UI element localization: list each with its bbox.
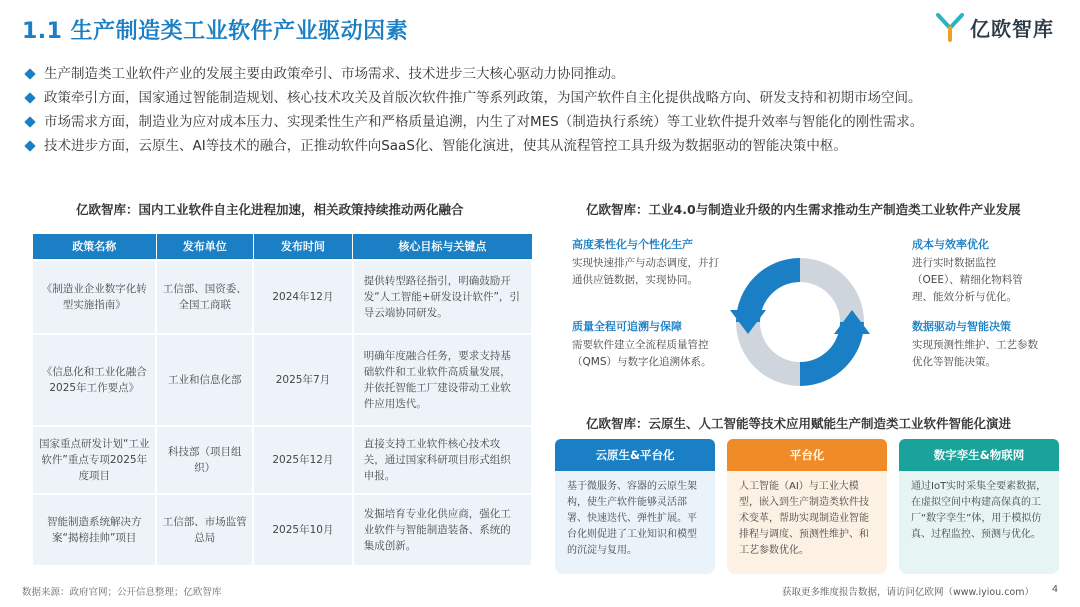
diamond-bullet-icon — [24, 92, 35, 103]
cycle-item-text: 实现快速排产与动态调度，并打通供应链数据，实现协同。 — [572, 257, 719, 286]
page-title: 1.1 生产制造类工业软件产业驱动因素 — [22, 19, 409, 44]
page-number: 4 — [1051, 584, 1058, 595]
cycle-item-head: 质量全程可追溯与保障 — [572, 320, 682, 333]
policy-name-cell: 智能制造系统解决方案“揭榜挂帅”项目 — [32, 494, 156, 566]
diamond-bullet-icon — [24, 140, 35, 151]
bullet-text: 生产制造类工业软件产业的发展主要由政策牵引、市场需求、技术进步三大核心驱动力协同推动。 — [44, 66, 625, 82]
bullet-text: 市场需求方面，制造业为应对成本压力、实现柔性生产和严格质量追溯，内生了对MES（制造执行系统）等工业软件提升效率与智能化的刚性需求。 — [44, 114, 924, 130]
date-cell: 2025年7月 — [253, 334, 353, 426]
cycle-item-head: 高度柔性化与个性化生产 — [572, 238, 693, 251]
column-header: 核心目标与关键点 — [353, 234, 532, 260]
card-body: 通过IoT实时采集全要素数据，在虚拟空间中构建高保真的工厂“数字孪生”体，用于模拟仿真、过程监控、预测与优化。 — [911, 481, 1047, 540]
cycle-item — [912, 236, 1042, 306]
tech-card — [899, 439, 1059, 574]
bullet-text: 政策牵引方面，国家通过智能制造规划、核心技术攻关及首版次软件推广等系列政策，为国产软件自主化提供战略方向、研发支持和初期市场空间。 — [44, 90, 922, 106]
logo-text: 亿欧智库 — [970, 16, 1054, 41]
policy-table — [31, 233, 533, 567]
tech-card — [555, 439, 715, 574]
cycle-item-head: 数据驱动与智能决策 — [912, 320, 1011, 333]
tech-section-title: 亿欧智库：云原生、人工智能等技术应用赋能生产制造类工业软件智能化演进 — [586, 416, 1012, 431]
issuer-cell: 工信部、市场监管总局 — [156, 494, 253, 566]
date-cell: 2024年12月 — [253, 260, 353, 334]
bullet-item — [22, 62, 1062, 86]
table-row — [32, 334, 532, 426]
yiou-logo-icon — [936, 12, 964, 42]
logo — [936, 12, 1054, 42]
issuer-cell: 工信部、国资委、全国工商联 — [156, 260, 253, 334]
bullet-item — [22, 110, 1062, 134]
bullet-item — [22, 134, 1062, 158]
bullet-item — [22, 86, 1062, 110]
goal-cell: 发掘培育专业化供应商，强化工业软件与智能制造装备、系统的集成创新。 — [353, 494, 532, 566]
tech-cards — [555, 439, 1055, 574]
diamond-bullet-icon — [24, 116, 35, 127]
table-header-row — [32, 234, 532, 260]
cycle-item — [572, 236, 722, 289]
goal-cell: 直接支持工业软件核心技术攻关，通过国家科研项目形式组织申报。 — [353, 426, 532, 494]
industry40-cycle-diagram — [560, 222, 1040, 402]
cycle-section-title: 亿欧智库：工业4.0与制造业升级的内生需求推动生产制造类工业软件产业发展 — [586, 202, 1021, 217]
goal-cell: 明确年度融合任务，要求支持基础软件和工业软件高质量发展，并依托智能工厂建设带动工业软件应用迭代。 — [353, 334, 532, 426]
column-header: 发布时间 — [253, 234, 353, 260]
card-head: 云原生&平台化 — [555, 439, 715, 471]
card-body: 人工智能（AI）与工业大模型，嵌入到生产制造类软件技术变革，帮助实现制造业智能排程与调度、预测性维护、和工艺参数优化。 — [739, 481, 869, 556]
date-cell: 2025年12月 — [253, 426, 353, 494]
cycle-item-text: 进行实时数据监控（OEE）、精细化物料管理、能效分析与优化。 — [912, 257, 1023, 303]
bullet-text: 技术进步方面，云原生、AI等技术的融合，正推动软件向SaaS化、智能化演进，使其从流程管控工具升级为数据驱动的智能决策中枢。 — [44, 138, 847, 154]
table-row — [32, 494, 532, 566]
cycle-item — [572, 318, 722, 371]
cycle-item-head: 成本与效率优化 — [912, 238, 989, 251]
table-row — [32, 260, 532, 334]
data-source: 数据来源：政府官网；公开信息整理；亿欧智库 — [22, 587, 222, 598]
policy-name-cell: 《信息化和工业化融合2025年工作要点》 — [32, 334, 156, 426]
card-body: 基于微服务、容器的云原生架构，使生产软件能够灵活部署、快速迭代、弹性扩展。平台化则促进了工业知识和模型的沉淀与复用。 — [567, 481, 697, 556]
column-header: 政策名称 — [32, 234, 156, 260]
cycle-center-label: 工业4.0 — [767, 311, 832, 331]
cycle-item-text: 实现预测性维护、工艺参数优化等智能决策。 — [912, 339, 1038, 368]
policy-name-cell: 国家重点研发计划“工业软件”重点专项2025年度项目 — [32, 426, 156, 494]
column-header: 发布单位 — [156, 234, 253, 260]
cycle-item — [912, 318, 1042, 371]
cycle-item-text: 需要软件建立全流程质量管控（QMS）与数字化追溯体系。 — [572, 339, 712, 368]
card-head: 平台化 — [727, 439, 887, 471]
goal-cell: 提供转型路径指引，明确鼓励开发“人工智能+研发设计软件”，引导云端协同研发。 — [353, 260, 532, 334]
more-info-link[interactable]: 获取更多维度报告数据，请访问亿欧网（www.iyiou.com） — [781, 587, 1034, 598]
policy-name-cell: 《制造业企业数字化转型实施指南》 — [32, 260, 156, 334]
card-head: 数字孪生&物联网 — [899, 439, 1059, 471]
policy-section-title: 亿欧智库：国内工业软件自主化进程加速，相关政策持续推动两化融合 — [76, 202, 464, 217]
tech-card — [727, 439, 887, 574]
table-row — [32, 426, 532, 494]
diamond-bullet-icon — [24, 68, 35, 79]
issuer-cell: 科技部（项目组织） — [156, 426, 253, 494]
bullet-list — [22, 62, 1062, 158]
issuer-cell: 工业和信息化部 — [156, 334, 253, 426]
date-cell: 2025年10月 — [253, 494, 353, 566]
